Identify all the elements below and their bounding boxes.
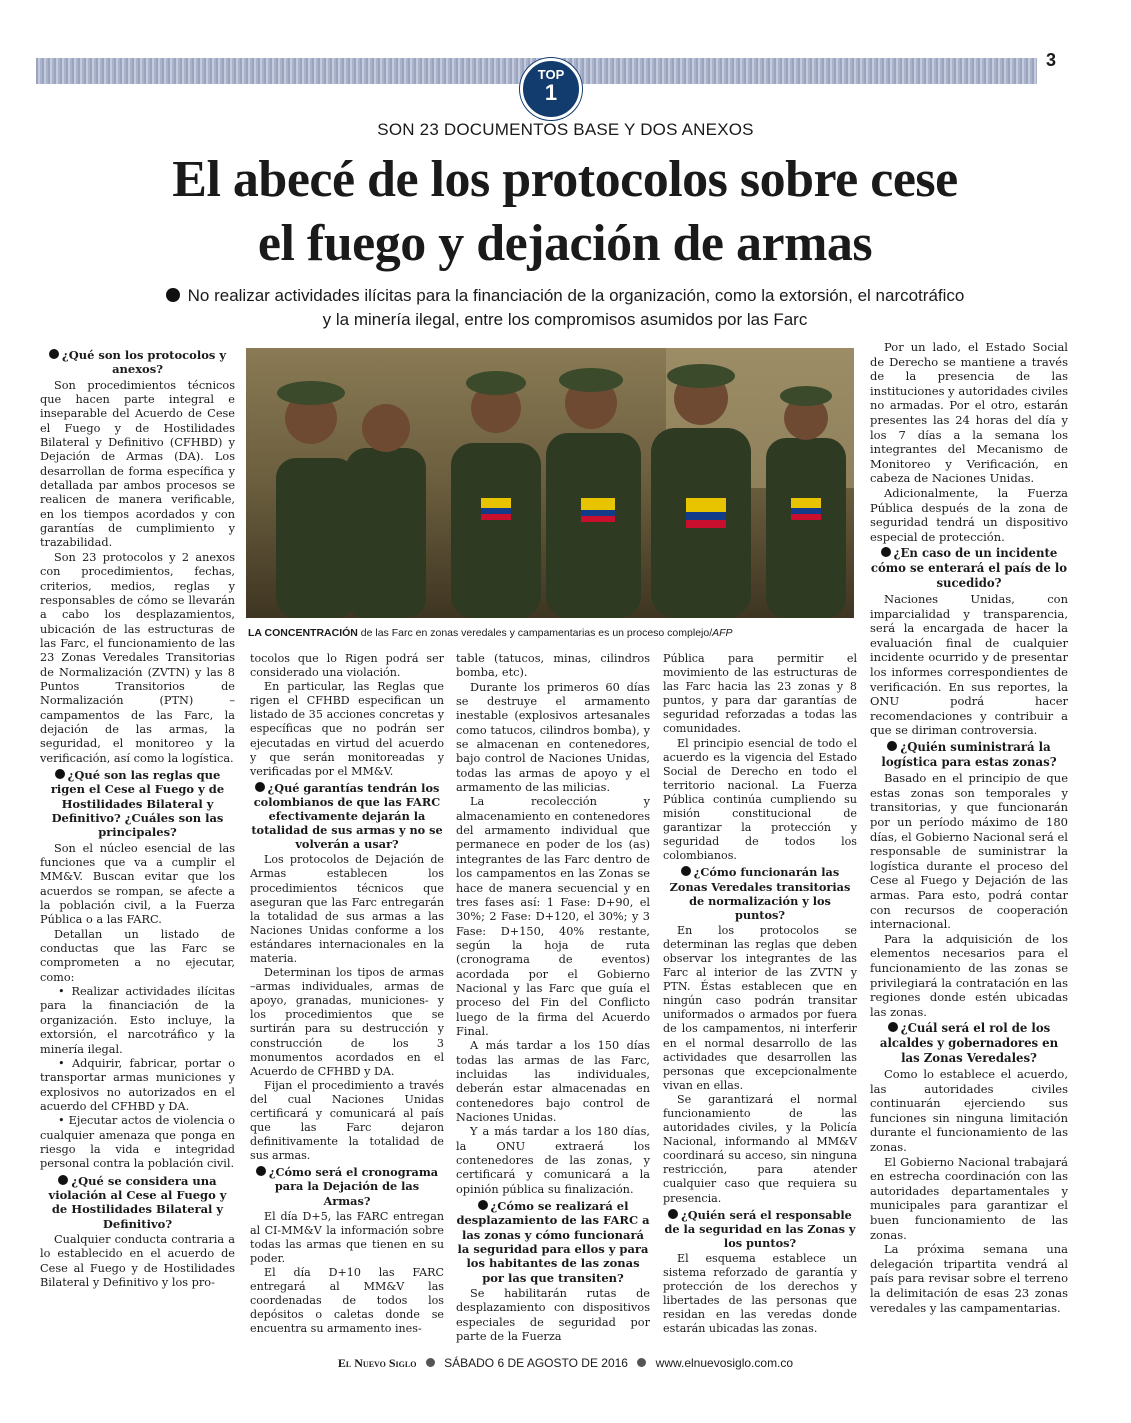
kicker: SON 23 DOCUMENTOS BASE Y DOS ANEXOS [377,120,754,139]
question-text: ¿Cómo se realizará el desplazamiento de las FARC a las zonas y cómo funcionará la seguridad para ellos y para los habitantes de las zonas por las que transiten? [456,1199,650,1285]
question-text: ¿Quién será el responsable de la seguridad en las Zonas y los puntos? [664,1207,856,1250]
photo-caption [248,627,854,639]
bullet-dot-icon [881,547,891,557]
column-3 [456,652,650,1345]
body-paragraph: Detallan un listado de conductas que las Farc se comprometen a no ejecutar, como: [40,927,235,984]
body-paragraph: En particular, las Reglas que rigen el CFHBD especifican un listado de 35 acciones concretas y específicas que no podrán ser ejecutadas en virtud del acuerdo y que serán monitoreadas y verificadas por el MM&V. [250,680,444,778]
deck [100,284,1030,332]
footer-date: SÁBADO 6 DE AGOSTO DE 2016 [444,1356,628,1370]
body-paragraph: Durante los primeros 60 días se destruye el armamento inestable (explosivos artesanales como tatucos, cilindros bomba), y se almacenan en contenedores, bajo control de Naciones Unidas, todas las armas de apoyo y el armamento de las milicias. [456,680,650,795]
question-heading [40,1174,235,1231]
question-heading [40,768,235,840]
question-heading [250,1165,444,1207]
question-text: ¿En caso de un incidente cómo se enterará el país de lo sucedido? [870,546,1068,590]
body-paragraph: Adicionalmente, la Fuerza Pública después de la zona de seguridad tendrá un dispositivo especial de protección. [870,485,1068,544]
body-paragraph: El principio esencial de todo el acuerdo es la vigencia del Estado Social de Derecho en todo el territorio nacional. La Fuerza Pública continúa cumpliendo su misión constitucional de garantizar la protección y seguridad de todos los colombianos. [663,736,857,863]
bullet-dot-icon [681,866,691,876]
bullet-dot-icon [888,1022,898,1032]
body-paragraph: El Gobierno Nacional trabajará en estrecha coordinación con las autoridades departamentales y municipales para garantizar el buen funcionamiento de las zonas. [870,1154,1068,1242]
question-text: ¿Cómo funcionarán las Zonas Veredales transitorias de normalización y los puntos? [669,865,851,922]
bullet-paragraph: • Realizar actividades ilícitas para la financiación de la organización. Esto incluye, la extorsión, el narcotráfico y la minería ilegal. [40,985,235,1056]
body-paragraph: El día D+10 las FARC entregará al MM&V las coordenadas de todos los depósitos o caletas donde se encuentra su armamento ines- [250,1266,444,1336]
body-paragraph: Son procedimientos técnicos que hacen parte integral e inseparable del Acuerdo de Cese el Fuego y de Hostilidades Bilateral y Definitivo (CFHBD) y Dejación de Armas (DA). Los desarrollan de forma específica y detallada par ambos procesos se realicen de manera verificable, en los tiempos acordados y con garantías de cumplimiento y trazabilidad. [40,378,235,550]
body-paragraph: Pública para permitir el movimiento de las estructuras de las Farc hacia las 23 zonas y 8 puntos, y para dar garantías de seguridad reforzadas a todas las comunidades. [663,652,857,736]
body-paragraph: Cualquier conducta contraria a lo establecido en el acuerdo de Cese al Fuego y de Hostilidades Bilateral y Definitivo y los pro- [40,1232,235,1289]
footer-brand: El Nuevo Siglo [337,1356,417,1370]
body-paragraph: El día D+5, las FARC entregan al CI-MM&V la información sobre todas las armas que tienen en su poder. [250,1209,444,1265]
body-paragraph: Como lo establece el acuerdo, las autoridades civiles continuarán ejerciendo sus funciones sin ninguna limitación durante el funcionamiento de las zonas. [870,1067,1068,1155]
soldiers-photo [246,348,854,618]
deck-line-1: No realizar actividades ilícitas para la financiación de la organización, como la extorsión, el narcotráfico [187,286,965,305]
question-heading [663,865,857,921]
question-text: ¿Qué son los protocolos y anexos? [61,348,227,377]
body-paragraph: table (tatucos, minas, cilindros bomba, etc). [456,652,650,680]
caption-text: de las Farc en zonas veredales y campamentarias es un proceso complejo/ [357,627,713,639]
badge-rank: 1 [544,80,558,105]
bullet-dot-icon [478,1200,488,1210]
bullet-dot-icon [668,1209,678,1219]
headline [40,148,1090,276]
body-paragraph: El esquema establece un sistema reforzado de garantía y protección de los derechos y libertades de las personas que residan en las veredas donde estarán ubicadas las zonas. [663,1251,857,1336]
body-paragraph: Basado en el principio de que estas zonas son temporales y transitorias, y que funcionarán por un período máximo de 180 días, el Gobierno Nacional será el responsable de suministrar la logística durante el proceso del Cese al Fuego y Dejación de las armas. Para esto, podrá contar con recursos de cooperación internacional. [870,771,1068,932]
body-paragraph: A más tardar a los 150 días todas las armas de las Farc, incluidas las individuales, deberán estar almacenadas en contenedores bajo control de Naciones Unidas. [456,1039,650,1124]
question-text: ¿Qué garantías tendrán los colombianos de que las FARC efectivamente dejarán la totalidad de sus armas y no se volverán a usar? [251,780,443,852]
question-heading [40,348,235,377]
page-number: 3 [1046,50,1057,70]
bullet-dot-icon [256,1166,266,1176]
column-5 [870,340,1068,1315]
body-paragraph: Son 23 protocolos y 2 anexos con procedimientos, fechas, criterios, medios, reglas y responsables de cómo se llevarán a cabo los desplazamientos, ubicación de las estructuras de las Farc, el funcionamiento de las 23 Zonas Veredales Transitorias de Normalización (ZVTN) y las 8 Puntos Transitorios de Normalización (PTN) –campamentos de las Farc, la dejación de las armas, la seguridad, el monitoreo y la verificación, así como la logística. [40,550,235,765]
footer-url: www.elnuevosiglo.com.co [655,1356,794,1370]
question-text: ¿Qué se considera una violación al Cese al Fuego y de Hostilidades Bilateral y Definitivo? [48,1173,227,1231]
photo-illustration [246,348,854,618]
bullet-dot-icon [49,349,59,359]
deck-line-2: y la minería ilegal, entre los compromisos asumidos por las Farc [322,310,808,329]
body-paragraph: Son el núcleo esencial de las funciones que va a cumplir el MM&V. Buscan evitar que los acuerdos se rompan, se afecte a la población civil, a la Fuerza Pública o a las FARC. [40,841,235,927]
footer [0,1356,1131,1371]
column-1 [40,346,235,1290]
question-heading [870,740,1068,769]
body-paragraph: Para la adquisición de los elementos necesarios para el funcionamiento de las zonas se privilegiará la contratación en las regiones donde estén ubicadas las zonas. [870,931,1068,1019]
bullet-paragraph: • Adquirir, fabricar, portar o transportar armas municiones y explosivos no autorizados en el acuerdo del CFHBD y DA. [40,1056,235,1113]
bullet-dot-icon [58,1175,68,1185]
body-paragraph: Naciones Unidas, con imparcialidad y transparencia, será la encargada de hacer la evaluación final de cualquier incidente ocurrido y de presentar los informes correspondientes de verificación. En sus reportes, la ONU podrá hacer recomendaciones y contribuir a que se diriman controversia. [870,592,1068,738]
headline-line-1: El abecé de los protocolos sobre cese [172,151,958,208]
body-paragraph: Se garantizará el normal funcionamiento de las autoridades civiles, y la Policía Nacional, informando al MM&V coordinará su acceso, sin ninguna restricción, para atender cualquier caso que requiera su presencia. [663,1092,857,1205]
bullet-paragraph: • Ejecutar actos de violencia o cualquier amenaza que ponga en riesgo la vida e integridad personal contra la población civil. [40,1114,235,1171]
bullet-dot-icon [55,769,65,779]
question-heading [250,781,444,851]
bullet-dot-icon [166,288,180,302]
question-text: ¿Cuál será el rol de los alcaldes y gobernadores en las Zonas Veredales? [879,1021,1059,1065]
body-paragraph: tocolos que lo Rigen podrá ser considerado una violación. [250,652,444,680]
body-paragraph: Por un lado, el Estado Social de Derecho se mantiene a través de la presencia de las instituciones y autoridades civiles no armadas. Por el otro, estarán presentes las 24 horas del día y los 7 días a la semana los integrantes del Mecanismo de Monitoreo y Verificación, en cabeza de Naciones Unidas. [870,340,1068,486]
caption-lead: LA CONCENTRACIÓN [248,627,358,639]
question-heading [870,546,1068,590]
body-paragraph: Y a más tardar a los 180 días, la ONU extraerá los contenedores de las zonas, y certificará y comunicará a la opinión pública su finalización. [456,1125,650,1196]
body-paragraph: En los protocolos se determinan las reglas que deben observar los integrantes de las Farc al interior de las ZVTN y PTN. Éstas establecen que en ningún caso podrán transitar uniformados o armados por fuera de los campamentos, ni interferir en el normal desarrollo de las actividades que desarrollen las personas que excepcionalmente vivan en ellas. [663,923,857,1092]
footer-dot-icon [426,1358,435,1367]
column-4 [663,652,857,1337]
bullet-dot-icon [887,741,897,751]
question-heading [456,1199,650,1285]
body-paragraph: Determinan los tipos de armas –armas individuales, armas de apoyo, granadas, municiones- y los procedimientos que se surtirán para su destrucción y construcción de los 3 monumentos acordados en el Acuerdo de CFHBD y DA. [250,966,444,1078]
question-heading [870,1021,1068,1065]
body-paragraph: Se habilitarán rutas de desplazamiento con dispositivos especiales de seguridad por parte de la Fuerza [456,1287,650,1344]
question-text: ¿Quién suministrará la logística para estas zonas? [881,740,1057,769]
badge-top-label: TOP [537,67,565,82]
question-heading [663,1208,857,1250]
body-paragraph: Los protocolos de Dejación de Armas establecen los procedimientos técnicos que aseguran que las Farc entregarán la totalidad de sus armas a las Naciones Unidas conforme a los estándares internacionales en la materia. [250,853,444,965]
body-paragraph: La próxima semana una delegación tripartita vendrá al país para revisar sobre el terreno la delimitación de esas 23 zonas veredales y las campamentarias. [870,1242,1068,1315]
bullet-dot-icon [255,782,265,792]
body-paragraph: Fijan el procedimiento a través del cual Naciones Unidas certificará y comunicará al país que las Farc dejaron definitivamente la totalidad de sus armas. [250,1078,444,1163]
footer-dot-icon [637,1358,646,1367]
question-text: ¿Cómo será el cronograma para la Dejación de las Armas? [268,1165,439,1208]
top-badge [520,58,582,120]
column-2 [250,652,444,1337]
headline-line-2: el fuego y dejación de armas [257,215,873,272]
caption-credit: AFP [712,627,733,639]
body-paragraph: La recolección y almacenamiento en contenedores del armamento individual que permanece en poder de los (as) integrantes de las Farc dentro de los campamentos en las Zonas se hace de manera secuencial y en tres fases así: 1 Fase: D+90, el 30%; 2 Fase: D+120, el 30%; y 3 Fase: D+150, 40% restante, según la hoja de ruta (cronograma de eventos) acordada por el Gobierno Nacional y las Farc que guía el proceso del Fin del Conflicto luego de la firma del Acuerdo Final. [456,795,650,1038]
question-text: ¿Qué son las reglas que rigen el Cese al Fuego y de Hostilidades Bilateral y Definitivo? ¿Cuáles son las principales? [50,767,225,840]
